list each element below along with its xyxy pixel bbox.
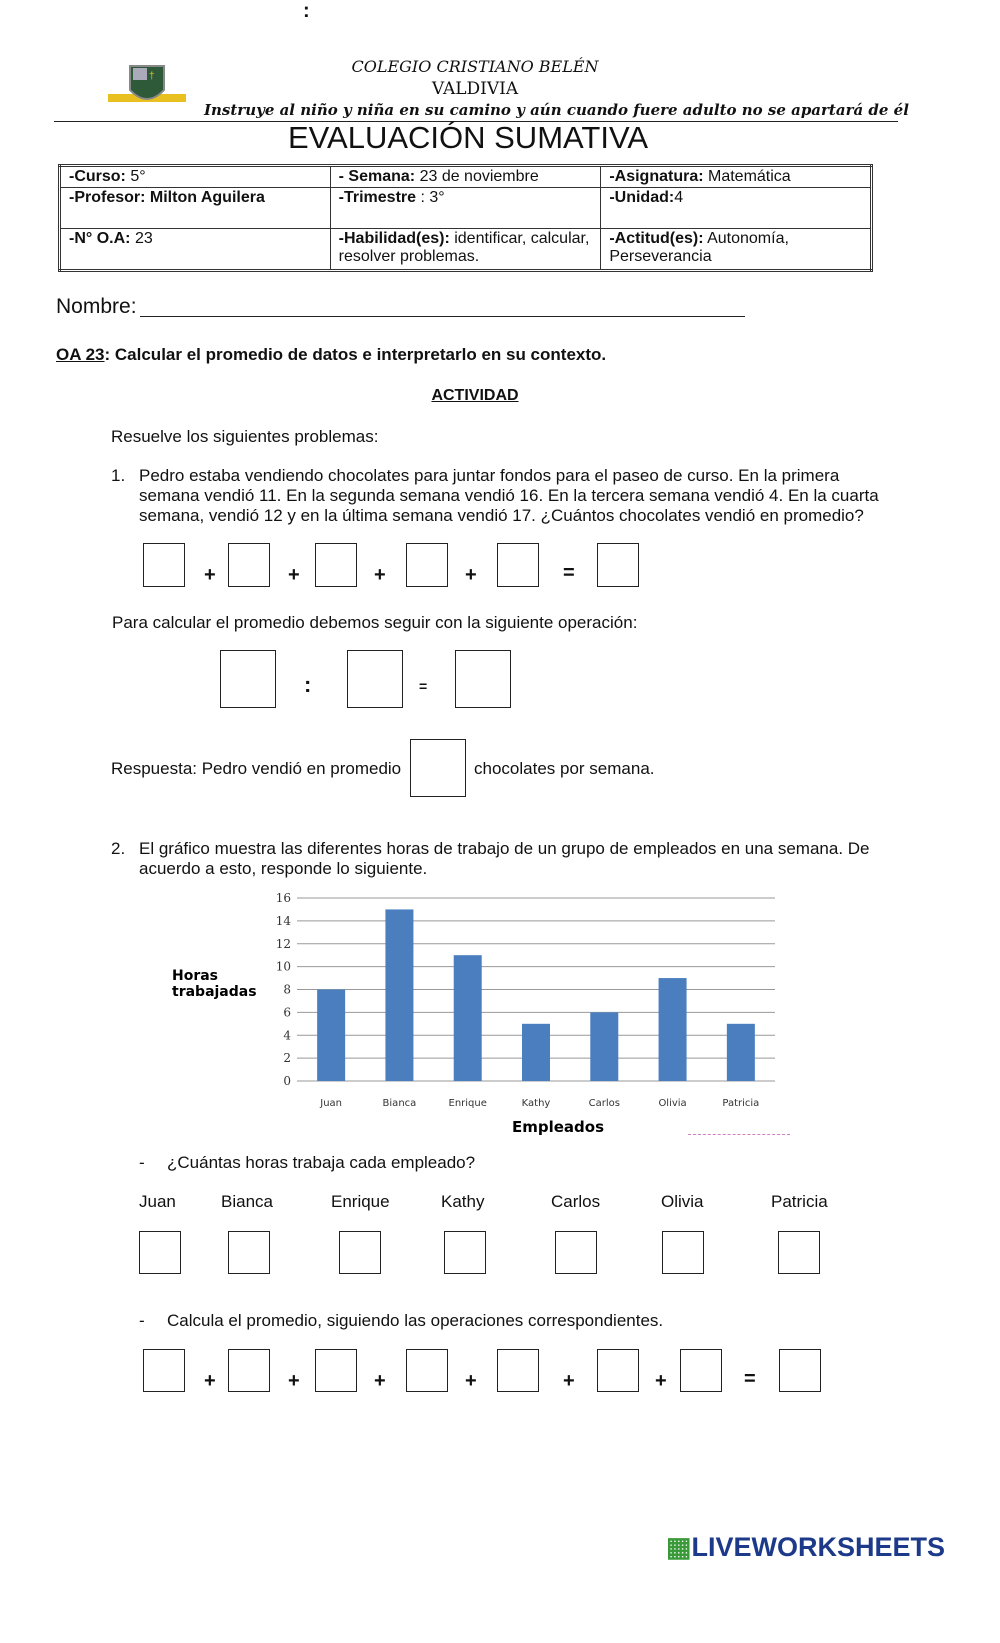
plus-sign: +	[288, 564, 300, 586]
bar-enrique	[454, 955, 482, 1081]
instruction-text: Resuelve los siguientes problemas:	[111, 427, 379, 446]
answer-text-before: Respuesta: Pedro vendió en promedio	[111, 759, 402, 778]
svg-text:†: †	[149, 71, 155, 82]
x-tick-label: Olivia	[658, 1098, 687, 1109]
sub2-question: Calcula el promedio, siguiendo las operaciones correspondientes.	[167, 1311, 664, 1330]
habilidad-cell: -Habilidad(es): identificar, calcular, resolver problemas.	[330, 229, 601, 271]
employee-hours-box[interactable]	[444, 1231, 486, 1274]
plus-sign: +	[655, 1370, 667, 1392]
bar-juan	[317, 990, 345, 1082]
y-tick-label: 14	[275, 913, 291, 928]
answer-box[interactable]	[410, 739, 466, 797]
sum-answer-box[interactable]	[497, 1349, 539, 1392]
x-tick-label: Patricia	[722, 1098, 760, 1109]
sum-answer-box[interactable]	[315, 543, 357, 587]
school-motto: Instruye al niño y niña en su camino y aún cuando fuere adulto no se apartará de él	[204, 101, 909, 119]
divide-sign: :	[303, 0, 310, 22]
q1-text: Pedro estaba vendiendo chocolates para juntar fondos para el paseo de curso. En la primera semana vendió 11. En la segunda semana vendió 16. En la tercera semana vendió 4. En la cuarta semana, vendió 12 y en la última semana vendió 17. ¿Cuántos chocolates vendió en promedio?	[139, 466, 879, 525]
trimestre-cell: -Trimestre : 3°	[330, 188, 601, 229]
employee-label: Juan	[139, 1192, 176, 1211]
sub1-question: ¿Cuántas horas trabaja cada empleado?	[167, 1153, 476, 1172]
division-answer-box[interactable]	[455, 650, 511, 708]
plus-sign: +	[204, 1370, 216, 1392]
semana-cell: - Semana: 23 de noviembre	[330, 166, 601, 188]
x-axis-label: Empleados	[511, 1118, 605, 1136]
plus-sign: +	[288, 1370, 300, 1392]
sum-answer-box[interactable]	[143, 543, 185, 587]
sum-answer-box[interactable]	[406, 543, 448, 587]
x-tick-label: Enrique	[448, 1098, 487, 1109]
employee-hours-box[interactable]	[139, 1231, 181, 1274]
employee-hours-box[interactable]	[339, 1231, 381, 1274]
equals-sign: =	[563, 562, 575, 584]
division-answer-box[interactable]	[347, 650, 403, 708]
bar-carlos	[590, 1012, 618, 1081]
plus-sign: +	[204, 564, 216, 586]
y-tick-label: 6	[283, 1005, 291, 1020]
y-tick-label: 16	[275, 891, 291, 905]
actitud-cell: -Actitud(es): Autonomía, Perseverancia	[601, 229, 872, 271]
actividad-heading: ACTIVIDAD	[431, 387, 519, 404]
x-tick-label: Kathy	[521, 1098, 551, 1109]
hours-bar-chart	[0, 880, 820, 1150]
x-tick-label: Carlos	[588, 1098, 620, 1109]
sub2-dash: -	[139, 1311, 145, 1330]
bar-kathy	[522, 1024, 550, 1081]
page-title: EVALUACIÓN SUMATIVA	[287, 120, 648, 155]
x-tick-label: Juan	[320, 1098, 343, 1109]
sub1-dash: -	[139, 1153, 145, 1172]
x-tick-label: Bianca	[382, 1098, 417, 1109]
oa-title: OA 23: Calcular el promedio de datos e interpretarlo en su contexto.	[56, 345, 607, 364]
sum-answer-box[interactable]	[406, 1349, 448, 1392]
sum-answer-box[interactable]	[228, 1349, 270, 1392]
curso-cell: -Curso: 5°	[60, 166, 331, 188]
plus-sign: +	[465, 564, 477, 586]
plus-sign: +	[374, 564, 386, 586]
y-axis-label: trabajadas	[172, 984, 257, 1000]
school-name: COLEGIO CRISTIANO BELÉN	[351, 57, 599, 76]
chart-dotted-line	[688, 1134, 790, 1135]
division-answer-box[interactable]	[220, 650, 276, 708]
plus-sign: +	[563, 1370, 575, 1392]
answer-text-after: chocolates por semana.	[474, 759, 655, 778]
q2-number: 2.	[111, 839, 126, 858]
y-axis-label: Horas	[172, 968, 219, 984]
oa-cell: -N° O.A: 23	[60, 229, 331, 271]
y-tick-label: 12	[275, 936, 291, 951]
plus-sign: +	[465, 1370, 477, 1392]
employee-label: Patricia	[771, 1192, 828, 1211]
promedio-instruction: Para calcular el promedio debemos seguir con la siguiente operación:	[112, 613, 638, 632]
y-tick-label: 8	[283, 982, 291, 997]
divide-sign: :	[304, 672, 312, 697]
employee-label: Olivia	[661, 1192, 704, 1211]
unidad-cell: -Unidad:4	[601, 188, 872, 229]
nombre-label: Nombre:	[56, 295, 137, 318]
y-tick-label: 2	[283, 1051, 291, 1066]
sum-answer-box[interactable]	[228, 543, 270, 587]
nombre-input[interactable]	[140, 316, 745, 317]
bar-olivia	[659, 978, 687, 1081]
bar-patricia	[727, 1024, 755, 1081]
employee-hours-box[interactable]	[662, 1231, 704, 1274]
bar-bianca	[385, 909, 413, 1081]
q1-number: 1.	[111, 466, 126, 485]
school-city: VALDIVIA	[431, 79, 519, 99]
y-tick-label: 10	[275, 959, 291, 974]
employee-label: Kathy	[441, 1192, 485, 1211]
equals-sign: =	[419, 678, 428, 694]
sum-answer-box[interactable]	[597, 1349, 639, 1392]
y-tick-label: 0	[283, 1074, 291, 1088]
sum-answer-box[interactable]	[597, 543, 639, 587]
employee-label: Enrique	[331, 1192, 390, 1211]
info-table	[58, 164, 873, 272]
sum-answer-box[interactable]	[143, 1349, 185, 1392]
plus-sign: +	[374, 1370, 386, 1392]
employee-label: Bianca	[221, 1192, 273, 1211]
sum-answer-box[interactable]	[315, 1349, 357, 1392]
sum-answer-box[interactable]	[680, 1349, 722, 1392]
employee-hours-box[interactable]	[555, 1231, 597, 1274]
sum-answer-box[interactable]	[779, 1349, 821, 1392]
profesor-cell: -Profesor: Milton Aguilera	[60, 188, 331, 229]
asignatura-cell: -Asignatura: Matemática	[601, 166, 872, 188]
employee-label: Carlos	[551, 1192, 601, 1211]
y-tick-label: 4	[283, 1028, 291, 1043]
equals-sign: =	[744, 1368, 756, 1390]
liveworksheets-watermark: ▦LIVEWORKSHEETS	[666, 1532, 946, 1562]
employee-hours-box[interactable]	[778, 1231, 820, 1274]
q2-text: El gráfico muestra las diferentes horas de trabajo de un grupo de empleados en una semana. De acuerdo a esto, responde lo siguiente.	[139, 839, 870, 878]
sum-answer-box[interactable]	[497, 543, 539, 587]
employee-hours-box[interactable]	[228, 1231, 270, 1274]
